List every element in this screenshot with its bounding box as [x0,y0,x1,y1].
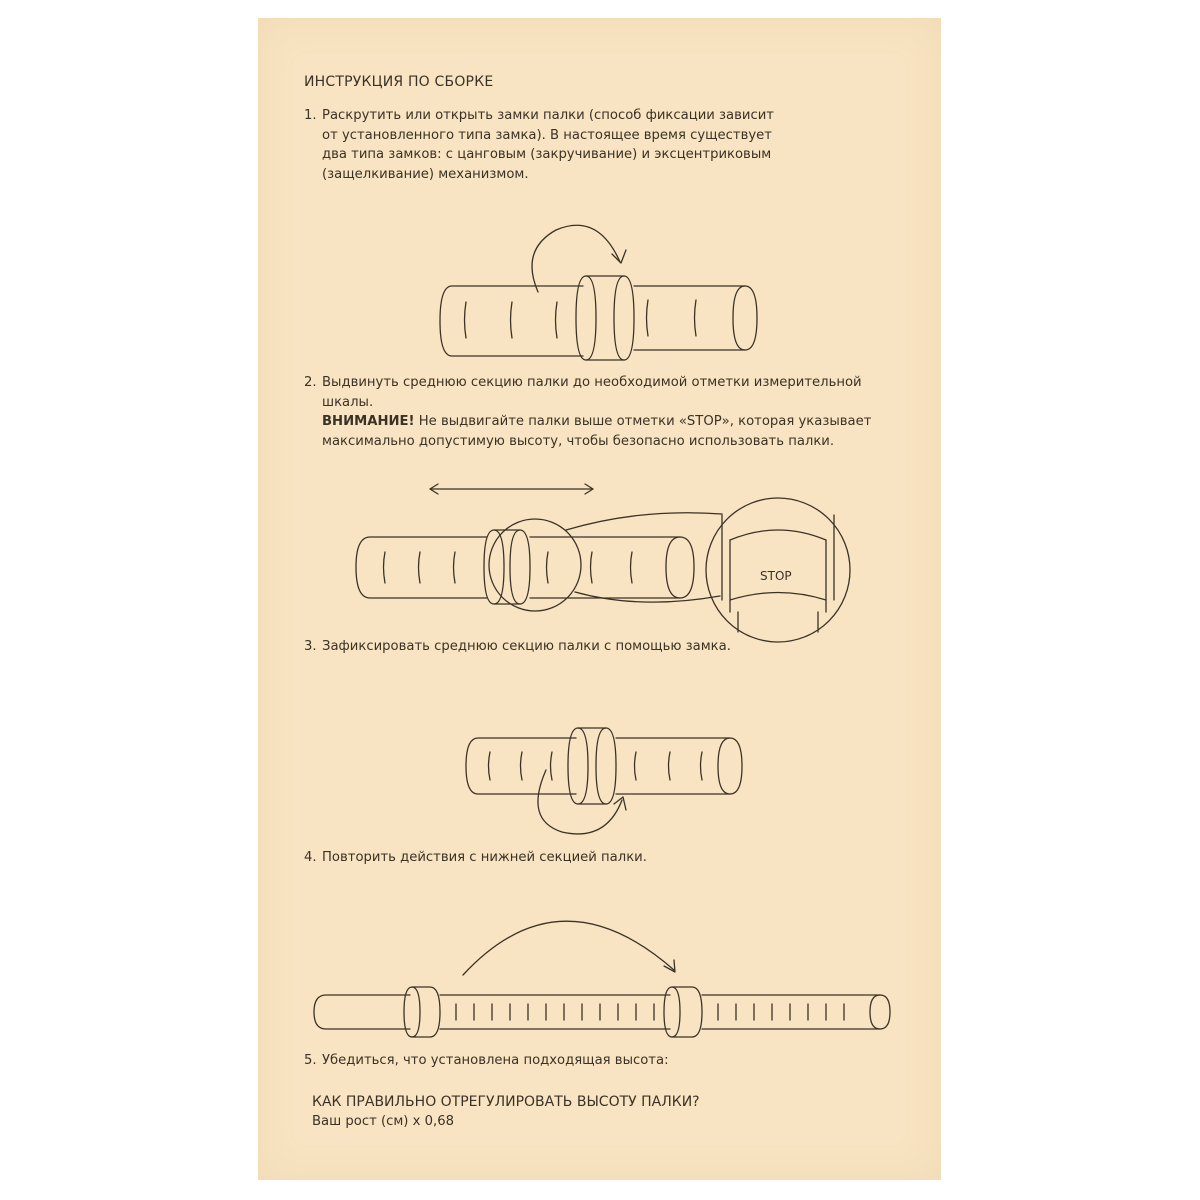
tube-outline [530,537,680,598]
step-line: два типа замков: с цанговым (закручивание) и эксцентриковым [322,147,772,162]
tube-outline [616,738,730,794]
step-number: 3. [304,639,317,654]
height-heading: КАК ПРАВИЛЬНО ОТРЕГУЛИРОВАТЬ ВЫСОТУ ПАЛКИ? [312,1094,700,1110]
rotate-arrow [532,225,620,292]
warning-line: максимально допустимую высоту, чтобы безопасно использовать палки. [322,433,835,449]
step-number: 4. [304,850,317,865]
step-line: Убедиться, что установлена подходящая высота: [322,1053,669,1068]
lock-collar [586,276,634,360]
step-number: 1. [304,108,317,123]
step-line: (защелкивание) механизмом. [322,166,529,182]
lock-collar [672,987,702,1037]
stop-mark: STOP [760,569,792,583]
step-line: Повторить действия с нижней секцией палки. [322,850,647,865]
warning-text: Не выдвигайте палки выше отметки «STOP», которая указывает [414,414,872,429]
step-number: 2. [304,375,317,390]
tube-outline [314,995,410,1029]
step-line: шкалы. [322,394,374,410]
lock-collar [578,728,616,804]
figure-extend [356,484,850,642]
tube-outline [634,286,745,350]
lock-collar [412,987,440,1037]
tube-outline [356,537,487,598]
figure-lock [466,728,742,834]
step-number: 5. [304,1053,317,1068]
figure-unlock [440,225,757,360]
tube-outline [440,286,583,356]
step-line: Выдвинуть среднюю секцию палки до необходимой отметки измерительной [322,375,862,390]
step-line: от установленного типа замка). В настоящее время существует [322,127,772,143]
magnifier-small [489,519,581,611]
move-arrow [463,921,674,975]
step-line: Раскрутить или открыть замки палки (способ фиксации зависит [322,108,774,123]
page-title: ИНСТРУКЦИЯ ПО СБОРКЕ [304,74,494,90]
height-formula: Ваш рост (см) х 0,68 [312,1114,454,1129]
warning-label: ВНИМАНИЕ! [322,414,415,429]
figure-lower-section [314,921,890,1037]
step-line: Зафиксировать среднюю секцию палки с помощью замка. [322,639,731,654]
